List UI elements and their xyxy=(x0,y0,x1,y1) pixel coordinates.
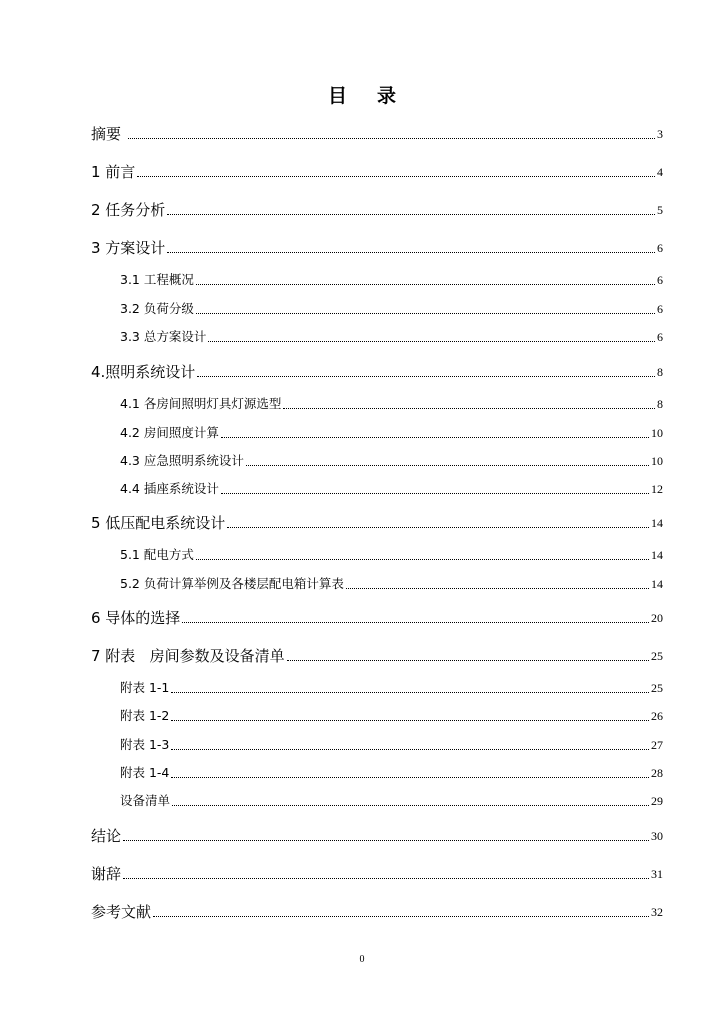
toc-entry-label: 3 方案设计 xyxy=(91,239,166,257)
dot-leader xyxy=(227,527,649,528)
toc-entry-label: 5.1 配电方式 xyxy=(120,547,194,562)
toc-page-number: 10 xyxy=(651,454,663,468)
toc-entry-label: 2 任务分析 xyxy=(91,201,166,219)
toc-entry-acknowledgement[interactable] xyxy=(91,864,663,884)
dot-leader xyxy=(153,916,649,917)
dot-leader xyxy=(171,720,649,721)
toc-page-number: 3 xyxy=(657,127,663,141)
dot-leader xyxy=(196,559,649,560)
toc-entry-label: 4.2 房间照度计算 xyxy=(120,425,219,440)
toc-entry-label: 设备清单 xyxy=(120,793,171,808)
dot-leader xyxy=(196,284,655,285)
toc-entry-appendix-1-1[interactable] xyxy=(120,678,663,698)
dot-leader xyxy=(221,493,649,494)
dot-leader xyxy=(137,176,655,177)
toc-page-number: 10 xyxy=(651,426,663,440)
toc-entry-4-3[interactable] xyxy=(120,451,663,471)
toc-page-number: 31 xyxy=(651,867,663,881)
toc-entry-label: 结论 xyxy=(91,827,122,845)
toc-entry-3-3[interactable] xyxy=(120,327,663,347)
toc-entry-label: 4.3 应急照明系统设计 xyxy=(120,453,244,468)
toc-page-number: 32 xyxy=(651,905,663,919)
dot-leader xyxy=(208,341,655,342)
toc-entry-5-1[interactable] xyxy=(120,545,663,565)
toc-entry-references[interactable] xyxy=(91,902,663,922)
dot-leader xyxy=(246,465,649,466)
toc-entry-preface[interactable] xyxy=(91,162,663,182)
toc-entry-3-1[interactable] xyxy=(120,270,663,290)
toc-page-number: 8 xyxy=(657,397,663,411)
toc-page-number: 6 xyxy=(657,302,663,316)
toc-entry-4-1[interactable] xyxy=(120,394,663,414)
toc-entry-label: 摘要 xyxy=(91,125,126,143)
toc-entry-label: 附表 1-4 xyxy=(120,765,170,780)
toc-entry-task-analysis[interactable] xyxy=(91,200,663,220)
toc-page-number: 5 xyxy=(657,203,663,217)
toc-entry-label: 3.1 工程概况 xyxy=(120,272,194,287)
toc-entry-label: 4.照明系统设计 xyxy=(91,363,196,381)
toc-entry-label: 5 低压配电系统设计 xyxy=(91,514,226,532)
toc-entry-label: 谢辞 xyxy=(91,865,122,883)
toc-entry-label: 参考文献 xyxy=(91,903,152,921)
toc-entry-label: 4.1 各房间照明灯具灯源选型 xyxy=(120,396,282,411)
toc-page-number: 8 xyxy=(657,365,663,379)
toc-entry-equipment-list[interactable] xyxy=(120,791,663,811)
toc-entry-5-2[interactable] xyxy=(120,574,663,594)
toc-page-number: 14 xyxy=(651,548,663,562)
toc-entry-appendix-1-2[interactable] xyxy=(120,706,663,726)
toc-entry-label: 5.2 负荷计算举例及各楼层配电箱计算表 xyxy=(120,576,344,591)
dot-leader xyxy=(171,777,649,778)
dot-leader xyxy=(123,878,649,879)
toc-page-number: 27 xyxy=(651,738,663,752)
toc-entry-label: 4.4 插座系统设计 xyxy=(120,481,219,496)
dot-leader xyxy=(167,252,655,253)
dot-leader xyxy=(196,313,655,314)
toc-page-number: 30 xyxy=(651,829,663,843)
toc-entry-low-voltage[interactable] xyxy=(91,513,663,533)
dot-leader xyxy=(172,805,649,806)
dot-leader xyxy=(167,214,655,215)
toc-page-number: 6 xyxy=(657,273,663,287)
toc-page-number: 20 xyxy=(651,611,663,625)
toc-entry-4-2[interactable] xyxy=(120,423,663,443)
toc-page-number: 6 xyxy=(657,330,663,344)
toc-entry-label: 附表 1-1 xyxy=(120,680,170,695)
toc-entry-lighting-design[interactable] xyxy=(91,362,663,382)
dot-leader xyxy=(197,376,655,377)
toc-page-number: 14 xyxy=(651,577,663,591)
toc-entry-scheme-design[interactable] xyxy=(91,238,663,258)
toc-page-number: 25 xyxy=(651,649,663,663)
toc-page-number: 29 xyxy=(651,794,663,808)
toc-entry-abstract[interactable] xyxy=(91,124,663,144)
toc-entry-appendix[interactable] xyxy=(91,646,663,666)
toc-entry-label: 1 前言 xyxy=(91,163,136,181)
dot-leader xyxy=(346,588,649,589)
toc-entry-appendix-1-3[interactable] xyxy=(120,735,663,755)
toc-page-number: 25 xyxy=(651,681,663,695)
dot-leader xyxy=(128,138,655,139)
dot-leader xyxy=(171,749,649,750)
toc-page-number: 4 xyxy=(657,165,663,179)
dot-leader xyxy=(171,692,649,693)
toc-entry-label: 3.3 总方案设计 xyxy=(120,329,207,344)
toc-entry-3-2[interactable] xyxy=(120,299,663,319)
toc-entry-label: 6 导体的选择 xyxy=(91,609,181,627)
toc-page-number: 26 xyxy=(651,709,663,723)
toc-page-number: 14 xyxy=(651,516,663,530)
dot-leader xyxy=(123,840,649,841)
dot-leader xyxy=(283,408,655,409)
dot-leader xyxy=(182,622,649,623)
dot-leader xyxy=(287,660,649,661)
toc-entry-conductor[interactable] xyxy=(91,608,663,628)
dot-leader xyxy=(221,437,649,438)
toc-entry-label: 7 附表 房间参数及设备清单 xyxy=(91,647,285,665)
toc-page-number: 12 xyxy=(651,482,663,496)
page-title: 目录 xyxy=(327,85,426,107)
toc-entry-label: 附表 1-2 xyxy=(120,708,170,723)
toc-page-number: 6 xyxy=(657,241,663,255)
toc-entry-label: 3.2 负荷分级 xyxy=(120,301,194,316)
toc-page-number: 28 xyxy=(651,766,663,780)
toc-entry-appendix-1-4[interactable] xyxy=(120,763,663,783)
toc-entry-4-4[interactable] xyxy=(120,479,663,499)
toc-entry-label: 附表 1-3 xyxy=(120,737,170,752)
toc-entry-conclusion[interactable] xyxy=(91,826,663,846)
footer-page-number: 0 xyxy=(359,954,365,965)
